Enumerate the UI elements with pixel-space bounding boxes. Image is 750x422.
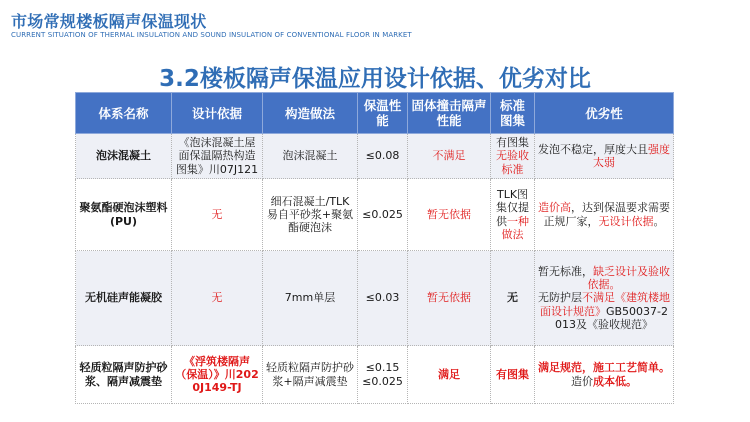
header-impact-sound: 固体撞击隔声性能	[408, 93, 491, 134]
cell-impact-sound: 暂无依据	[408, 251, 491, 346]
cell-construction: 轻质粒隔声防护砂浆+隔声减震垫	[263, 346, 358, 404]
atlas-text-warning: 一种做法	[501, 214, 529, 241]
atlas-text-warning: 无验收标准	[496, 149, 529, 176]
cell-thermal: ≤0.03	[358, 251, 408, 346]
merits-text-highlight: 成本低。	[593, 374, 637, 388]
cell-standard-atlas: 有图集	[491, 346, 535, 404]
table-header-row	[76, 93, 674, 134]
header-thermal: 保温性能	[358, 93, 408, 134]
cell-construction: 7mm单层	[263, 251, 358, 346]
slide-title: 3.2楼板隔声保温应用设计依据、优劣对比	[159, 66, 591, 92]
cell-impact-sound: 不满足	[408, 134, 491, 179]
table-row	[76, 179, 674, 251]
table-row	[76, 251, 674, 346]
table-row	[76, 134, 674, 179]
cell-merits	[535, 346, 674, 404]
merits-text-warning: 造价高	[538, 201, 571, 215]
atlas-text: 有图集	[496, 136, 529, 150]
merits-text: 暂无标准，	[538, 265, 593, 279]
merits-text: 发泡不稳定，厚度大且	[538, 142, 648, 156]
cell-construction: 细石混凝土/TLK易自平砂浆+聚氨酯硬泡沫	[263, 179, 358, 251]
merits-text: 。	[653, 214, 665, 228]
merits-text-warning: 无设计依据	[598, 214, 654, 228]
cell-thermal	[358, 346, 408, 404]
thermal-value: ≤0.025	[362, 374, 403, 388]
header-subtitle: CURRENT SITUATION OF THERMAL INSULATION AND SOUND INSULATION OF CONVENTIONAL FLOOR IN MARKET	[11, 31, 412, 39]
cell-thermal: ≤0.08	[358, 134, 408, 179]
cell-design-basis: 《浮筑楼隔声（保温）》川2020J149-TJ	[172, 346, 263, 404]
cell-standard-atlas	[491, 134, 535, 179]
cell-design-basis: 无	[172, 179, 263, 251]
header-design-basis: 设计依据	[172, 93, 263, 134]
header-system-name: 体系名称	[76, 93, 172, 134]
merits-text: 造价	[571, 374, 593, 388]
merits-text: ，达到保温要求需要正规厂家，	[543, 201, 670, 228]
cell-merits	[535, 134, 674, 179]
cell-construction: 泡沫混凝土	[263, 134, 358, 179]
thermal-value: ≤0.15	[365, 361, 400, 375]
comparison-table	[75, 92, 674, 404]
merits-text-warning: 不满足《建筑楼地面设计规范》	[539, 291, 670, 318]
merits-text: 无防护层	[538, 291, 582, 305]
cell-standard-atlas: 无	[491, 251, 535, 346]
header-standard-atlas: 标准图集	[491, 93, 535, 134]
cell-merits	[535, 179, 674, 251]
cell-impact-sound: 满足	[408, 346, 491, 404]
header-merits: 优劣性	[535, 93, 674, 134]
cell-impact-sound: 暂无依据	[408, 179, 491, 251]
cell-design-basis: 无	[172, 251, 263, 346]
merits-text: GB50037-2013及《验收规范》	[555, 304, 669, 331]
merits-text-warning: 缺乏设计及验收依据。	[587, 265, 670, 292]
header-title: 市场常规楼板隔声保温现状	[11, 12, 207, 31]
cell-merits	[535, 251, 674, 346]
cell-system-name: 聚氨酯硬泡沫塑料(PU)	[76, 179, 172, 251]
cell-system-name: 轻质粒隔声防护砂浆、隔声减震垫	[76, 346, 172, 404]
merits-text-highlight: 满足规范，施工工艺简单。	[538, 361, 670, 375]
cell-standard-atlas	[491, 179, 535, 251]
cell-design-basis: 《泡沫混凝土屋面保温隔热构造图集》川07J121	[172, 134, 263, 179]
merits-text-warning: 强度太弱	[593, 142, 670, 169]
cell-system-name: 泡沫混凝土	[76, 134, 172, 179]
cell-thermal: ≤0.025	[358, 179, 408, 251]
atlas-text: TLK图集仅提供	[496, 188, 529, 228]
table-row	[76, 346, 674, 404]
cell-system-name: 无机硅声能凝胶	[76, 251, 172, 346]
header-construction: 构造做法	[263, 93, 358, 134]
